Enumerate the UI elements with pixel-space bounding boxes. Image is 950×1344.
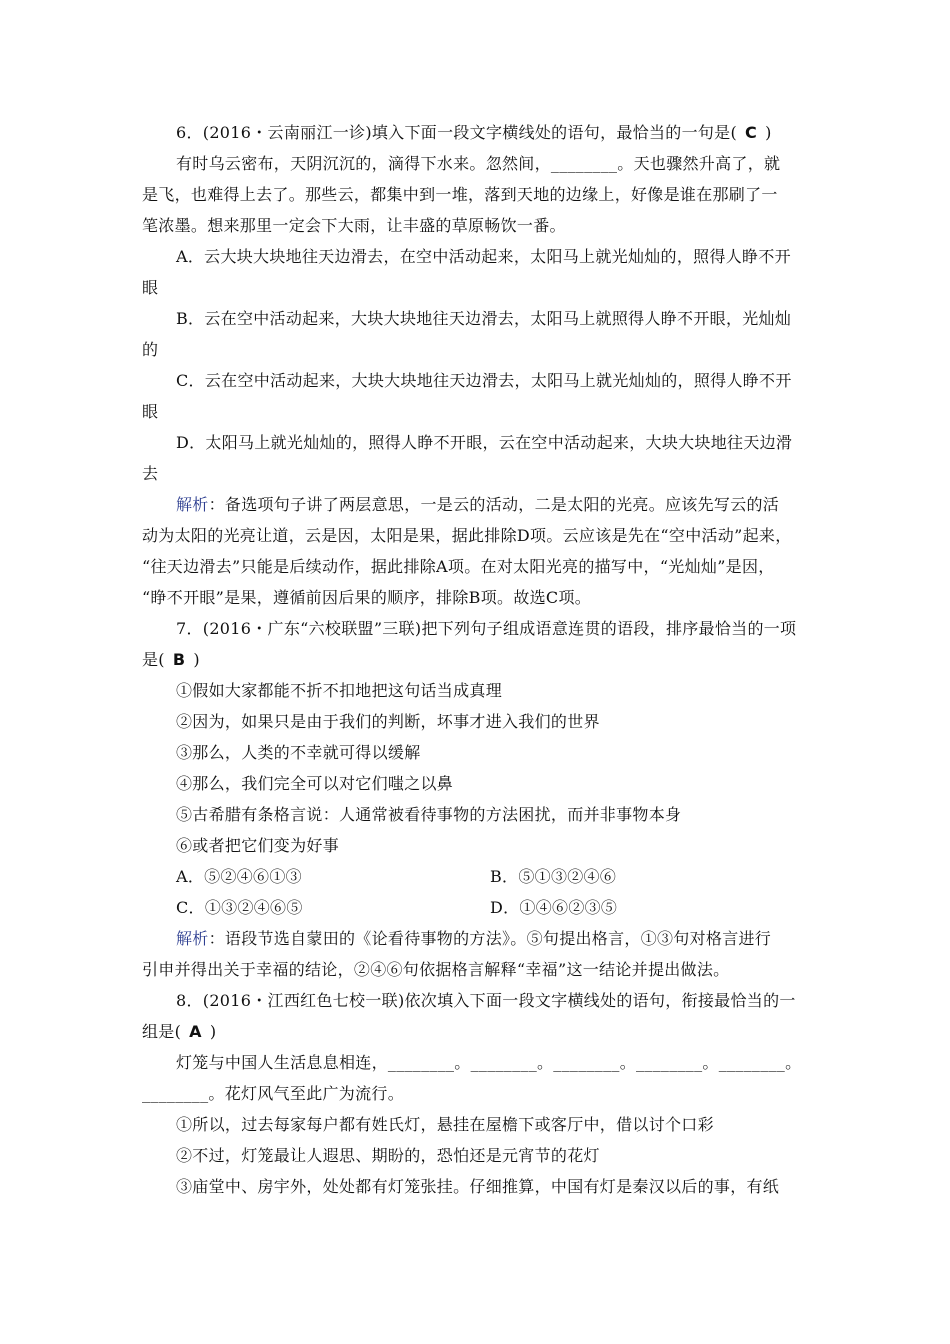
q6-analysis-label: 解析 [176,495,209,514]
q7-stem: 7．(2016・广东“六校联盟”三联)把下列句子组成语意连贯的语段，排序最恰当的一项 [176,619,797,638]
q7-answer: B [172,650,186,669]
q6-option-d: D．太阳马上就光灿灿的，照得人睁不开眼，云在空中活动起来，大块大块地往天边滑 [176,433,793,452]
q7-analysis-text: ：语段节选自蒙田的《论看待事物的方法》。⑤句提出格言，①③句对格言进行 [208,929,772,948]
q8-stem-cont [142,1021,216,1043]
q8-stem-close: ) [209,1022,217,1041]
q7-option-a: A．⑤②④⑥①③ [176,867,302,886]
q7-item: ⑥或者把它们变为好事 [176,836,340,855]
q7-analysis [176,928,771,950]
q7-analysis-label: 解析 [176,929,209,948]
q8-item: ③庙堂中、房宇外，处处都有灯笼张挂。仔细推算，中国有灯是秦汉以后的事，有纸 [176,1177,780,1196]
q6-answer: C [745,123,758,142]
q7-item: ②因为，如果只是由于我们的判断，坏事才进入我们的世界 [176,712,600,731]
q6-analysis-text: ：备选项句子讲了两层意思，一是云的活动，二是太阳的光亮。应该先写云的活 [208,495,780,514]
q6-analysis-line: 动为太阳的光亮让道，云是因，太阳是果，据此排除D项。云应该是先在“空中活动”起来， [142,526,792,545]
q8-para-line: ________。花灯风气至此广为流行。 [142,1084,405,1103]
q8-item: ②不过，灯笼最让人遐思、期盼的，恐怕还是元宵节的花灯 [176,1146,600,1165]
q8-para-line: 灯笼与中国人生活息息相连，________。________。________。________。________。 [176,1053,802,1072]
q6-para-line: 笔浓墨。想来那里一定会下大雨，让丰盛的草原畅饮一番。 [142,216,566,235]
q6-analysis-line: “睁不开眼”是果，遵循前因后果的顺序，排除B项。故选C项。 [142,588,592,607]
q7-option-d: D．①④⑥②③⑤ [490,898,618,917]
q7-option-c: C．①③②④⑥⑤ [176,898,303,917]
q7-stem-close: ) [193,650,200,669]
q6-option-d-cont: 去 [142,464,159,483]
q7-option-b: B．⑤①③②④⑥ [490,867,617,886]
q6-analysis [176,494,779,516]
q7-item: ④那么，我们完全可以对它们嗤之以鼻 [176,774,454,793]
q8-answer: A [189,1022,202,1041]
q8-stem-text: 组是( [142,1022,182,1041]
q6-analysis-line: “往天边滑去”只能是后续动作，据此排除A项。在对太阳光亮的描写中，“光灿灿”是因， [142,557,775,576]
q7-stem-text: 是( [142,650,165,669]
q6-stem-text: 6．(2016・云南丽江一诊)填入下面一段文字横线处的语句，最恰当的一句是( [176,123,738,142]
q8-stem: 8．(2016・江西红色七校一联)依次填入下面一段文字横线处的语句，衔接最恰当的一 [176,991,796,1010]
q7-analysis-line: 引申并得出关于幸福的结论，②④⑥句依据格言解释“幸福”这一结论并提出做法。 [142,960,730,979]
q6-option-b-cont: 的 [142,340,159,359]
q7-item: ⑤古希腊有条格言说：人通常被看待事物的方法困扰，而并非事物本身 [176,805,682,824]
q6-stem-close: ) [765,123,772,142]
q6-para-line: 是飞，也难得上去了。那些云，都集中到一堆，落到天地的边缘上，好像是谁在那刷了一 [142,185,778,204]
q7-item: ①假如大家都能不折不扣地把这句话当成真理 [176,681,503,700]
q7-item: ③那么，人类的不幸就可得以缓解 [176,743,421,762]
q6-option-c: C．云在空中活动起来，大块大块地往天边滑去，太阳马上就光灿灿的，照得人睁不开 [176,371,792,390]
q6-option-a-cont: 眼 [142,278,159,297]
q6-stem [176,122,772,144]
q7-stem-cont [142,649,200,671]
q6-option-b: B．云在空中活动起来，大块大块地往天边滑去，太阳马上就照得人睁不开眼，光灿灿 [176,309,792,328]
q6-para-line: 有时乌云密布，天阴沉沉的，滴得下水来。忽然间，________。天也骤然升高了，就 [176,154,781,173]
q6-option-c-cont: 眼 [142,402,159,421]
q6-option-a: A．云大块大块地往天边滑去，在空中活动起来，太阳马上就光灿灿的，照得人睁不开 [176,247,791,266]
q8-item: ①所以，过去每家每户都有姓氏灯，悬挂在屋檐下或客厅中，借以讨个口彩 [176,1115,714,1134]
